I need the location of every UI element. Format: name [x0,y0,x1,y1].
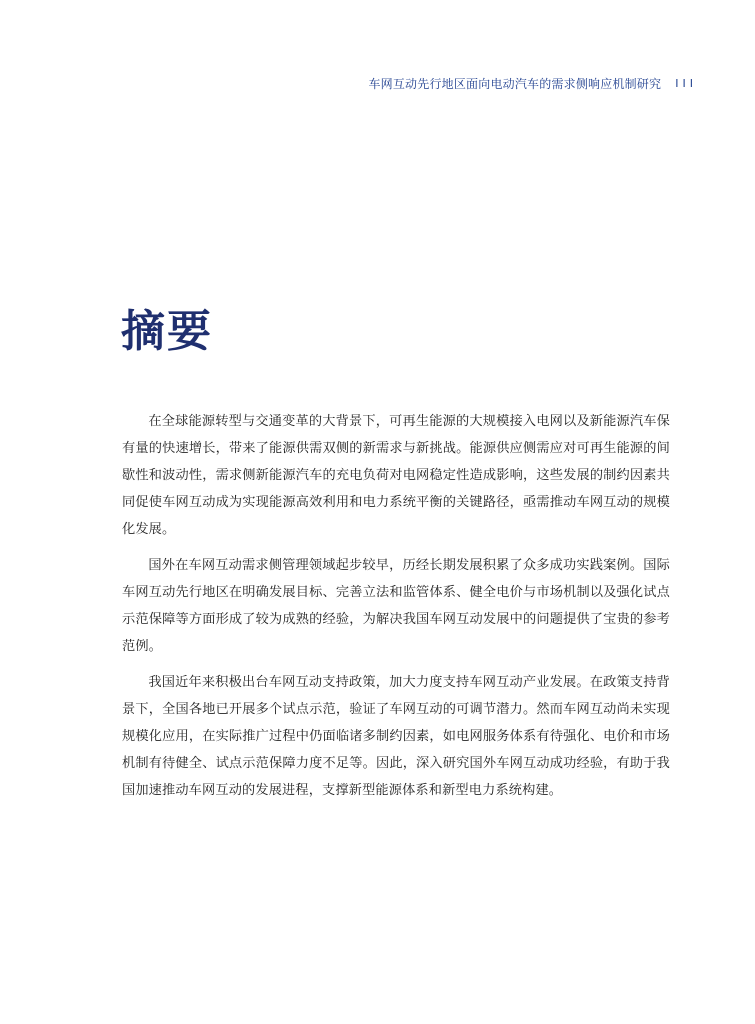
running-title: 车网互动先行地区面向电动汽车的需求侧响应机制研究 [368,77,662,91]
paragraph-3: 我国近年来积极出台车网互动支持政策，加大力度支持车网互动产业发展。在政策支持背景下，全国各地已开展多个试点示范，验证了车网互动的可调节潜力。然而车网互动尚未实现规模化应用，在实际推广过程中仍面临诸多制约因素，如电网服务体系有待强化、电价和市场机制有待健全、试点示范保障力度不足等。因此，深入研究国外车网互动成功经验，有助于我国加速推动车网互动的发展进程，支撑新型能源体系和新型电力系统构建。 [122,675,670,798]
abstract-body [122,408,670,813]
running-header [368,75,697,92]
paragraph-1: 在全球能源转型与交通变革的大背景下，可再生能源的大规模接入电网以及新能源汽车保有量的快速增长，带来了能源供需双侧的新需求与新挑战。能源供应侧需应对可再生能源的间歇性和波动性，需求侧新能源汽车的充电负荷对电网稳定性造成影响，这些发展的制约因素共同促使车网互动成为实现能源高效利用和电力系统平衡的关键路径，亟需推动车网互动的规模化发展。 [122,414,670,537]
page-title: 摘要 [121,306,213,357]
paragraph-2: 国外在车网互动需求侧管理领域起步较早，历经长期发展积累了众多成功实践案例。国际车网互动先行地区在明确发展目标、完善立法和监管体系、健全电价与市场机制以及强化试点示范保障等方面形成了较为成熟的经验，为解决我国车网互动发展中的问题提供了宝贵的参考范例。 [122,558,670,654]
page-number: III [675,77,697,90]
